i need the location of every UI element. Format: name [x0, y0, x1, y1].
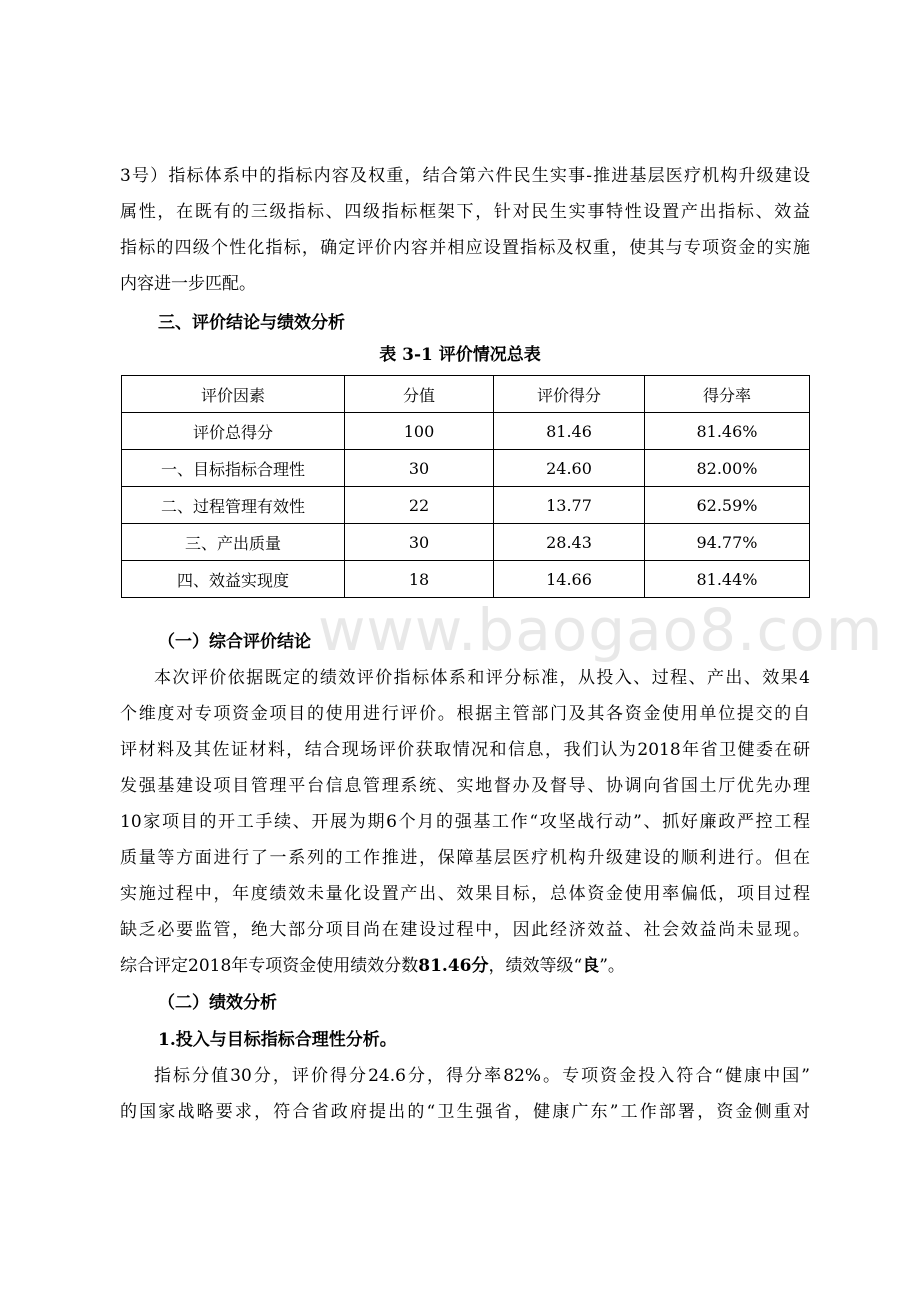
- table-cell: 62.59%: [645, 487, 810, 524]
- table-row: [122, 413, 810, 450]
- table-cell: 三、产出质量: [122, 524, 345, 561]
- table-cell: 30: [345, 450, 494, 487]
- table-cell: 81.46: [494, 413, 645, 450]
- table-cell: 22: [345, 487, 494, 524]
- table-cell: 81.46%: [645, 413, 810, 450]
- conclusion-paragraph: [120, 660, 810, 984]
- table-row: [122, 487, 810, 524]
- table-cell: 30: [345, 524, 494, 561]
- table-header-row: [122, 376, 810, 413]
- evaluation-summary-table: [121, 375, 810, 598]
- conclusion-final-line: [120, 948, 810, 984]
- conclusion-line: 10家项目的开工手续、开展为期6个月的强基工作“攻坚战行动”、抓好廉政严控工程: [120, 812, 810, 832]
- subsection-1-heading: （一）综合评价结论: [158, 632, 311, 652]
- final-text: ，绩效等级“: [488, 956, 583, 976]
- item-1-paragraph: [120, 1058, 810, 1130]
- table-row: [122, 450, 810, 487]
- table-cell: 四、效益实现度: [122, 561, 345, 598]
- table-cell: 28.43: [494, 524, 645, 561]
- subsection-2-heading: （二）绩效分析: [158, 993, 277, 1013]
- header-cell: 得分率: [645, 376, 810, 413]
- final-score: 81.46分: [418, 956, 489, 976]
- intro-line: 内容进一步匹配。: [120, 274, 256, 294]
- header-cell: 分值: [345, 376, 494, 413]
- table-cell: 二、过程管理有效性: [122, 487, 345, 524]
- table-cell: 24.60: [494, 450, 645, 487]
- conclusion-line: 个维度对专项资金项目的使用进行评价。根据主管部门及其各资金使用单位提交的自: [120, 704, 810, 724]
- watermark: www.baogao8.com: [318, 596, 884, 664]
- header-cell: 评价因素: [122, 376, 345, 413]
- conclusion-line: 质量等方面进行了一系列的工作推进，保障基层医疗机构升级建设的顺利进行。但在: [120, 848, 810, 868]
- table-cell: 18: [345, 561, 494, 598]
- item-1-line: 的国家战略要求，符合省政府提出的“卫生强省，健康广东”工作部署，资金侧重对: [120, 1102, 810, 1122]
- conclusion-line: 本次评价依据既定的绩效评价指标体系和评分标准，从投入、过程、产出、效果4: [154, 668, 810, 688]
- final-text: ”。: [599, 956, 625, 976]
- conclusion-line: 实施过程中，年度绩效未量化设置产出、效果目标，总体资金使用率偏低，项目过程: [120, 884, 810, 904]
- table-row: [122, 524, 810, 561]
- table-cell: 13.77: [494, 487, 645, 524]
- item-1-line: 指标分值30分，评价得分24.6分，得分率82%。专项资金投入符合“健康中国”: [154, 1066, 810, 1086]
- conclusion-line: 发强基建设项目管理平台信息管理系统、实地督办及督导、协调向省国土厅优先办理: [120, 776, 810, 796]
- table-cell: 14.66: [494, 561, 645, 598]
- conclusion-line: 评材料及其佐证材料，结合现场评价获取情况和信息，我们认为2018年省卫健委在研: [120, 740, 810, 760]
- final-text: 综合评定2018年专项资金使用绩效分数: [120, 956, 419, 976]
- table-cell: 评价总得分: [122, 413, 345, 450]
- intro-paragraph: [120, 158, 810, 302]
- table-cell: 81.44%: [645, 561, 810, 598]
- table-row: [122, 561, 810, 598]
- intro-line: 指标的四级个性化指标，确定评价内容并相应设置指标及权重，使其与专项资金的实施: [120, 238, 810, 258]
- table-cell: 94.77%: [645, 524, 810, 561]
- conclusion-line: 缺乏必要监管，绝大部分项目尚在建设过程中，因此经济效益、社会效益尚未显现。: [120, 920, 810, 940]
- section-3-heading: 三、评价结论与绩效分析: [158, 313, 345, 333]
- final-grade: 良: [582, 956, 600, 976]
- table-caption: 表 3-1 评价情况总表: [379, 345, 541, 365]
- intro-line: 属性，在既有的三级指标、四级指标框架下，针对民生实事特性设置产出指标、效益: [120, 202, 810, 222]
- item-1-heading: 1.投入与目标指标合理性分析。: [158, 1030, 397, 1050]
- table-cell: 一、目标指标合理性: [122, 450, 345, 487]
- header-cell: 评价得分: [494, 376, 645, 413]
- table-cell: 100: [345, 413, 494, 450]
- table-cell: 82.00%: [645, 450, 810, 487]
- intro-line: 3号）指标体系中的指标内容及权重，结合第六件民生实事-推进基层医疗机构升级建设: [120, 166, 810, 186]
